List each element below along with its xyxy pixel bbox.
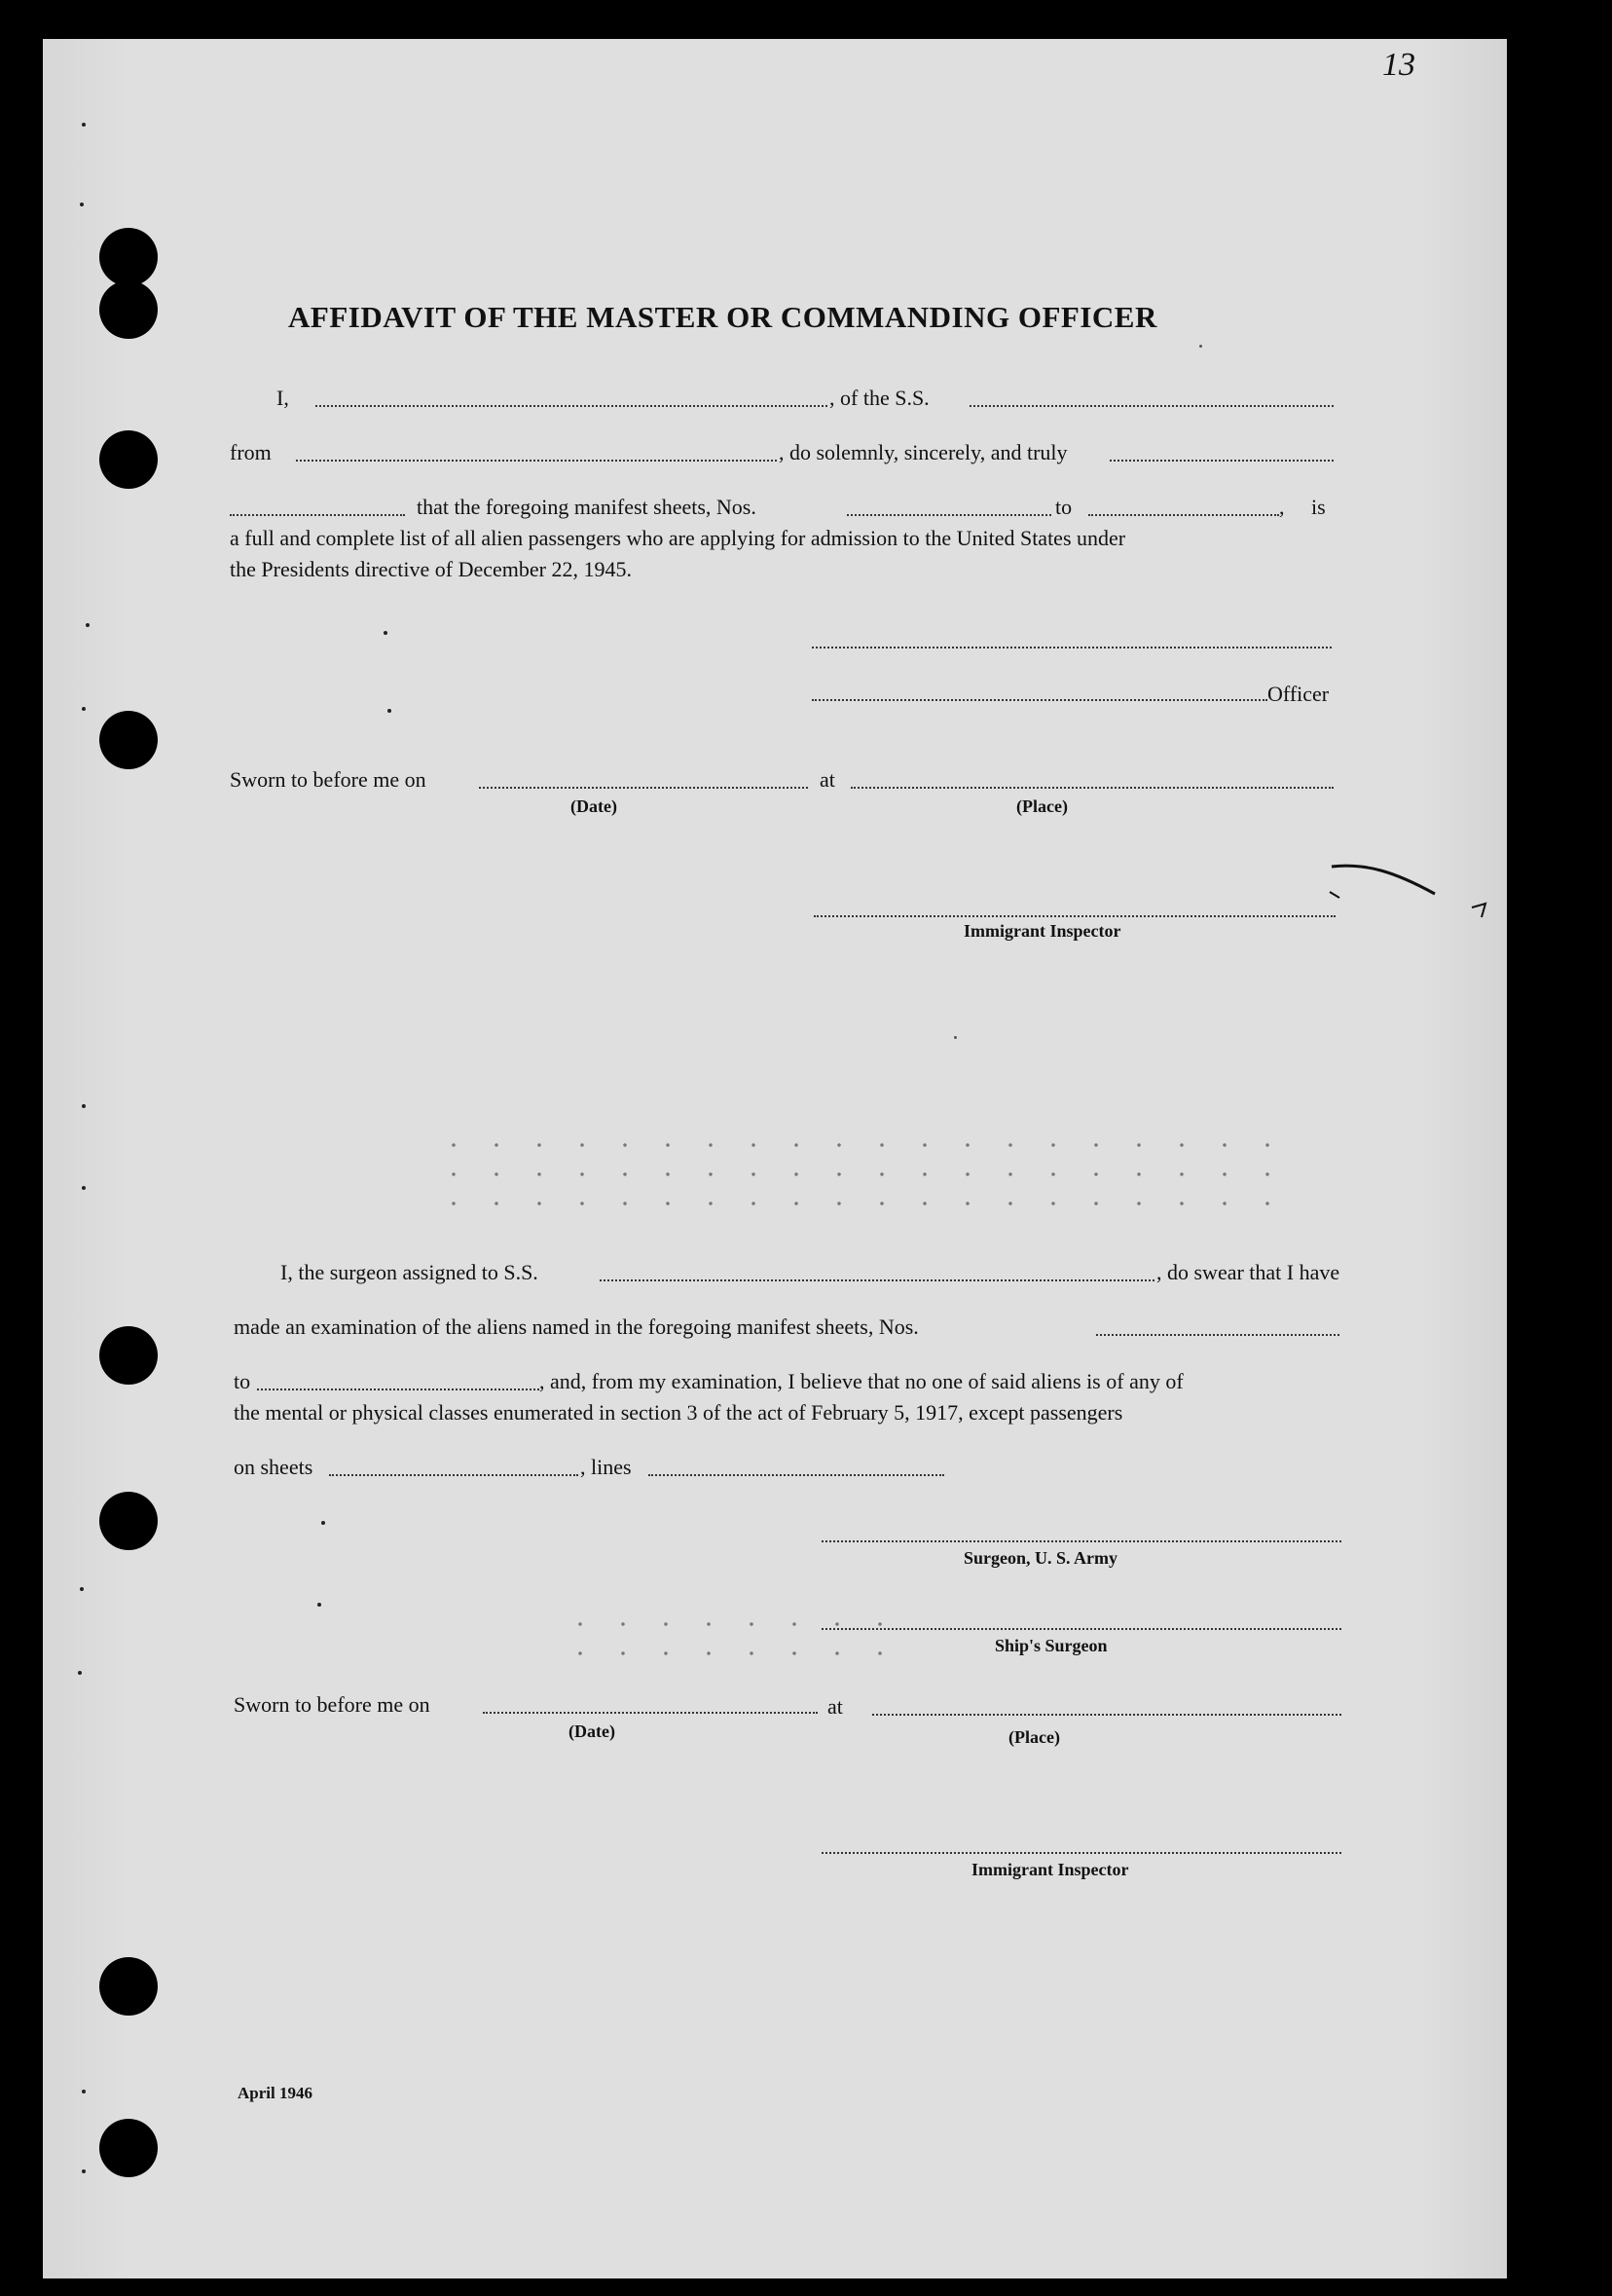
show-through-dots — [432, 1202, 1289, 1205]
ship-surgeon-label: Ship's Surgeon — [995, 1636, 1108, 1655]
speck — [82, 1104, 86, 1108]
surgeon-line2: made an examination of the aliens named in the foregoing manifest sheets, Nos. — [234, 1315, 919, 1339]
footer-date: April 1946 — [238, 2084, 312, 2102]
surgeon-nos-to-field[interactable] — [257, 1389, 539, 1390]
surgeon-sworn-place-field[interactable] — [872, 1714, 1341, 1716]
speck — [321, 1521, 325, 1525]
ship-surgeon-signature-line[interactable] — [822, 1628, 1341, 1630]
master-line1-start: I, — [276, 386, 289, 410]
show-through-dots — [559, 1651, 909, 1655]
master-line2-start: from — [230, 440, 272, 464]
speck — [86, 623, 90, 627]
surgeon-sworn-label: Sworn to before me on — [234, 1692, 430, 1717]
master-signature-line[interactable] — [812, 647, 1332, 648]
master-sworn-date-field[interactable] — [479, 787, 808, 789]
master-inspector-signature-line[interactable] — [814, 915, 1336, 917]
master-swear-field[interactable] — [230, 514, 405, 516]
speck — [384, 631, 387, 635]
speck — [80, 203, 84, 206]
surgeon-inspector-signature-line[interactable] — [822, 1852, 1341, 1854]
master-line4: a full and complete list of all alien passengers who are applying for admission to the United States under — [230, 526, 1126, 550]
speck — [82, 2169, 86, 2173]
surgeon-line1-start: I, the surgeon assigned to S.S. — [280, 1260, 538, 1284]
speck — [954, 1036, 957, 1039]
master-line3-end: , is — [1279, 495, 1326, 519]
master-inspector-label: Immigrant Inspector — [964, 921, 1121, 941]
speck — [80, 1587, 84, 1591]
speck — [82, 1186, 86, 1190]
surgeon-inspector-label: Immigrant Inspector — [971, 1860, 1129, 1879]
form-page — [43, 39, 1507, 2278]
speck — [1199, 345, 1202, 348]
speck — [78, 1671, 82, 1675]
speck — [387, 709, 391, 713]
officer-signature-line[interactable] — [812, 699, 1267, 701]
surgeon-nos-from-field[interactable] — [1096, 1334, 1339, 1336]
pen-mark — [1328, 859, 1522, 937]
surgeon-line5-start: on sheets — [234, 1455, 313, 1479]
surgeon-date-label: (Date) — [568, 1722, 615, 1741]
punch-hole — [99, 711, 158, 769]
punch-hole — [99, 280, 158, 339]
punch-hole — [99, 1957, 158, 2016]
army-surgeon-label: Surgeon, U. S. Army — [964, 1548, 1118, 1568]
surgeon-sworn-date-field[interactable] — [483, 1712, 818, 1714]
page-number: 13 — [1382, 47, 1415, 83]
punch-hole — [99, 430, 158, 489]
master-line5: the Presidents directive of December 22, 1945. — [230, 557, 632, 581]
army-surgeon-signature-line[interactable] — [822, 1540, 1341, 1542]
punch-hole — [99, 228, 158, 286]
master-sworn-label: Sworn to before me on — [230, 767, 426, 792]
master-ship-field[interactable] — [970, 405, 1334, 407]
speck — [82, 2090, 86, 2093]
master-line2-mid: , do solemnly, sincerely, and truly — [779, 440, 1068, 464]
surgeon-ship-field[interactable] — [600, 1279, 1154, 1281]
surgeon-line1-end: , do swear that I have — [1156, 1260, 1340, 1284]
speck — [317, 1603, 321, 1607]
show-through-dots — [432, 1143, 1289, 1147]
master-line1-mid: , of the S.S. — [829, 386, 930, 410]
master-place-label: (Place) — [1016, 796, 1068, 816]
punch-hole — [99, 1326, 158, 1385]
master-at-label: at — [820, 767, 835, 792]
surgeon-line3-end: , and, from my examination, I believe that no one of said aliens is of any of — [539, 1369, 1184, 1393]
surgeon-line4: the mental or physical classes enumerated in section 3 of the act of February 5, 1917, except passengers — [234, 1400, 1123, 1425]
speck — [82, 707, 86, 711]
master-name-field[interactable] — [315, 405, 827, 407]
surgeon-sheets-field[interactable] — [329, 1474, 578, 1476]
master-line3-mid: that the foregoing manifest sheets, Nos. — [417, 495, 756, 519]
master-line3-to: to — [1055, 495, 1073, 519]
punch-hole — [99, 2119, 158, 2177]
master-nos-to-field[interactable] — [1088, 514, 1279, 516]
speck — [82, 123, 86, 127]
surgeon-line5-mid: , lines — [580, 1455, 632, 1479]
show-through-dots — [559, 1622, 909, 1626]
master-truly-field[interactable] — [1110, 460, 1334, 462]
form-title: AFFIDAVIT OF THE MASTER OR COMMANDING OFFICER — [288, 300, 1157, 334]
master-date-label: (Date) — [570, 796, 617, 816]
surgeon-at-label: at — [827, 1694, 843, 1719]
surgeon-place-label: (Place) — [1008, 1727, 1060, 1747]
master-sworn-place-field[interactable] — [851, 787, 1334, 789]
show-through-dots — [432, 1172, 1289, 1176]
officer-label: Officer — [1267, 682, 1330, 706]
surgeon-lines-field[interactable] — [648, 1474, 944, 1476]
surgeon-line3-start: to — [234, 1369, 251, 1393]
master-from-field[interactable] — [296, 460, 777, 462]
master-nos-from-field[interactable] — [847, 514, 1051, 516]
punch-hole — [99, 1492, 158, 1550]
